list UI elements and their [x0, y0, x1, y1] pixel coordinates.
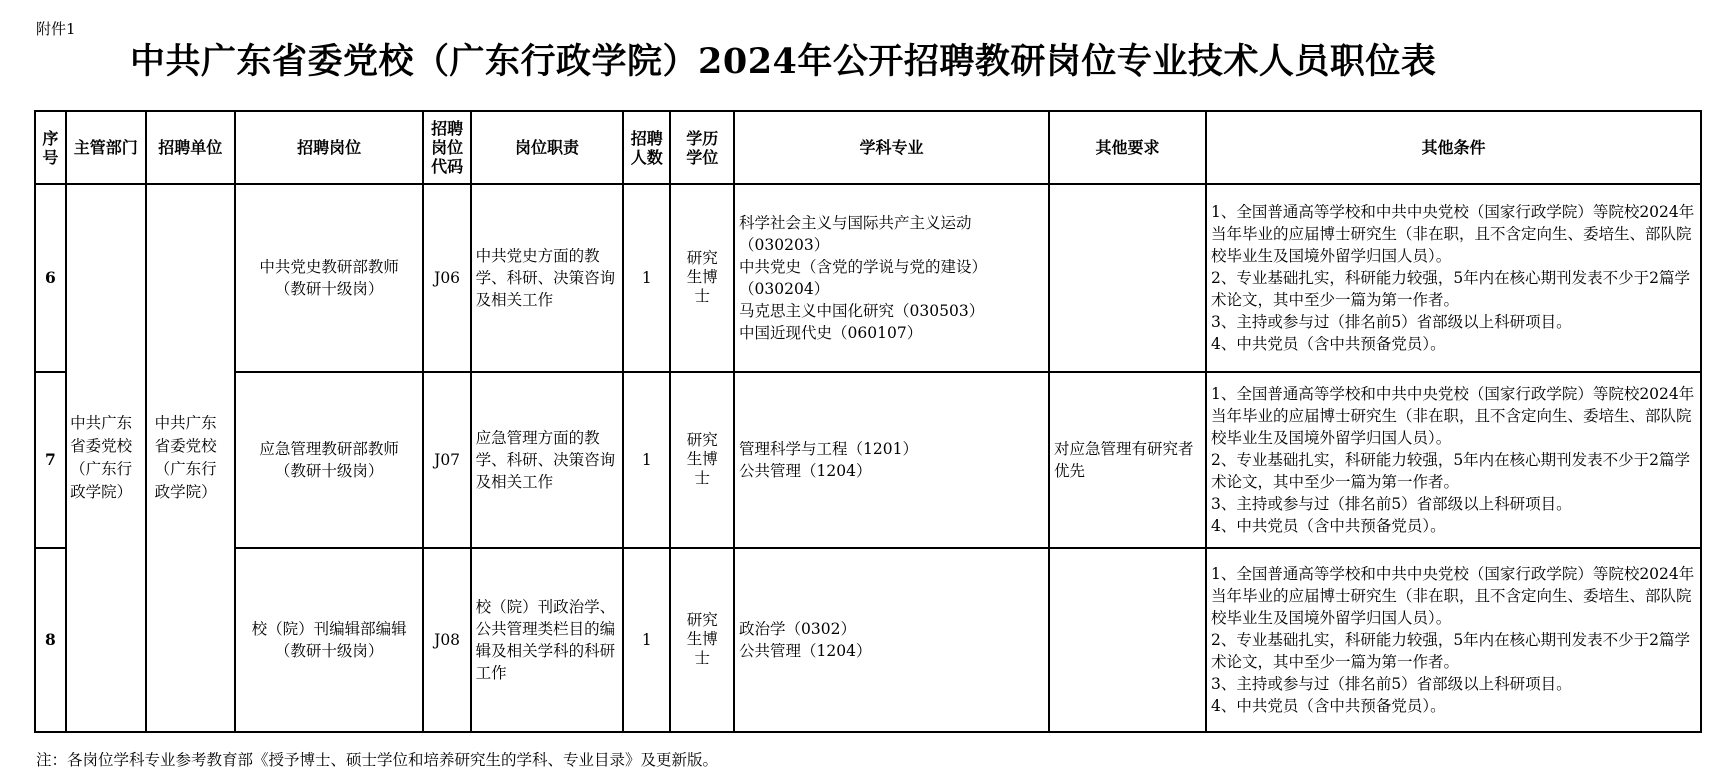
row-other-req: 对应急管理有研究者优先 [1049, 372, 1206, 548]
row-count: 1 [623, 548, 670, 732]
row-edu: 研究生博士 [670, 184, 734, 372]
header-major: 学科专业 [734, 111, 1049, 184]
header-post: 招聘岗位 [235, 111, 424, 184]
row-seq: 8 [35, 548, 66, 732]
page-title: 中共广东省委党校（广东行政学院）2024年公开招聘教研岗位专业技术人员职位表 [130, 41, 1437, 82]
row-post: 校（院）刊编辑部编辑 （教研十级岗） [235, 548, 424, 732]
header-dept: 主管部门 [66, 111, 146, 184]
row-other-req [1049, 548, 1206, 732]
row-edu: 研究生博士 [670, 372, 734, 548]
row-seq: 6 [35, 184, 66, 372]
header-count: 招聘人数 [623, 111, 670, 184]
row-edu: 研究生博士 [670, 548, 734, 732]
row-duty: 应急管理方面的教学、科研、决策咨询及相关工作 [471, 372, 624, 548]
table-row [35, 184, 1701, 372]
row-count: 1 [623, 372, 670, 548]
table-row [35, 372, 1701, 548]
row-post: 应急管理教研部教师（教研十级岗） [235, 372, 424, 548]
row-duty: 中共党史方面的教学、科研、决策咨询及相关工作 [471, 184, 624, 372]
attachment-label: 附件1 [36, 20, 76, 38]
row-other-req [1049, 184, 1206, 372]
header-other-cond: 其他条件 [1206, 111, 1701, 184]
supervising-dept: 中共广东省委党校（广东行政学院） [66, 184, 146, 732]
row-other-cond: 1、全国普通高等学校和中共中央党校（国家行政学院）等院校2024年当年毕业的应届博士研究生（非在职，且不含定向生、委培生、部队院校毕业生及国境外留学归国人员）。 2、专业基础扎实，科研能力较强，5年内在核心期刊发表不少于2篇学术论文，其中至少一篇为第一作者。 3、主持或参与过（排名前5）省部级以上科研项目。 4、中共党员（含中共预备党员）。 [1206, 184, 1701, 372]
row-code: J08 [423, 548, 470, 732]
row-other-cond: 1、全国普通高等学校和中共中央党校（国家行政学院）等院校2024年当年毕业的应届博士研究生（非在职，且不含定向生、委培生、部队院校毕业生及国境外留学归国人员）。 2、专业基础扎实，科研能力较强，5年内在核心期刊发表不少于2篇学术论文，其中至少一篇为第一作者。 3、主持或参与过（排名前5）省部级以上科研项目。 4、中共党员（含中共预备党员）。 [1206, 548, 1701, 732]
row-duty: 校（院）刊政治学、公共管理类栏目的编辑及相关学科的科研工作 [471, 548, 624, 732]
footnote: 注：各岗位学科专业参考教育部《授予博士、硕士学位和培养研究生的学科、专业目录》及更新版。 [36, 751, 719, 769]
header-unit: 招聘单位 [146, 111, 235, 184]
row-code: J06 [423, 184, 470, 372]
header-row [35, 111, 1701, 184]
row-other-cond: 1、全国普通高等学校和中共中央党校（国家行政学院）等院校2024年当年毕业的应届博士研究生（非在职，且不含定向生、委培生、部队院校毕业生及国境外留学归国人员）。 2、专业基础扎实，科研能力较强，5年内在核心期刊发表不少于2篇学术论文，其中至少一篇为第一作者。 3、主持或参与过（排名前5）省部级以上科研项目。 4、中共党员（含中共预备党员）。 [1206, 372, 1701, 548]
table-row [35, 548, 1701, 732]
header-duty: 岗位职责 [471, 111, 624, 184]
row-major: 科学社会主义与国际共产主义运动（030203） 中共党史（含党的学说与党的建设）（030204） 马克思主义中国化研究（030503） 中国近现代史（060107） [734, 184, 1049, 372]
row-major: 政治学（0302） 公共管理（1204） [734, 548, 1049, 732]
positions-table [34, 110, 1702, 733]
header-other-req: 其他要求 [1049, 111, 1206, 184]
header-seq: 序号 [35, 111, 66, 184]
hiring-unit: 中共广东省委党校（广东行政学院） [146, 184, 235, 732]
row-major: 管理科学与工程（1201） 公共管理（1204） [734, 372, 1049, 548]
row-code: J07 [423, 372, 470, 548]
row-seq: 7 [35, 372, 66, 548]
row-count: 1 [623, 184, 670, 372]
header-code: 招聘岗位代码 [423, 111, 470, 184]
row-post: 中共党史教研部教师（教研十级岗） [235, 184, 424, 372]
header-edu: 学历学位 [670, 111, 734, 184]
